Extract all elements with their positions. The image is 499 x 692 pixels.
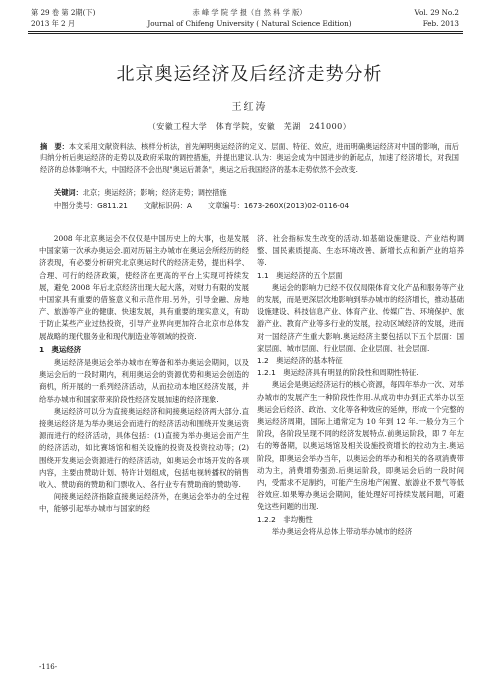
volume-issue-en: Vol. 29 No.2 <box>414 8 459 17</box>
issue-date-en: Feb. 2013 <box>422 19 459 28</box>
abstract <box>40 141 459 175</box>
paragraph: 奥运经济是奥运会举办城市在筹备和举办奥运会期间，以及奥运会后的一段时期内，利用奥运会的资源优势和奥运会创造的商机，所开展的一系列经济活动，从而拉动本地区经济发展，并给举办城市和国家带来阶段性经济发展加速的经济现象. <box>39 358 249 404</box>
page-number: -116- <box>39 663 58 671</box>
header-rule-thin <box>28 33 463 34</box>
affiliation: （安徽工程大学 体育学院，安徽 芜湖 241000） <box>147 122 352 131</box>
abstract-text: 本文采用文献资料法、核样分析法，首先阐明奥运经济的定义、层面、特征、效应，进而明确奥运经济对中国的影响，而后归纳分析后奥运经济的走势以及政府采取的调控措施，并提出建议.认为：奥运会成为中国进步的新起点，加速了经济增长，对我国经济的总体影响不大，中国经济不会出现"奥运后萧条"，奥运之后我国经济的基本走势依然不会改变. <box>40 142 459 174</box>
paragraph-continued: 济、社会指标发生改变的活动.如基础设施建设、产业结构调整、国民素质提高、生态环境改善、新增长点和新产业的培养等. <box>257 234 464 268</box>
keywords <box>54 187 227 198</box>
section-heading-1: 1 奥运经济 <box>39 344 82 354</box>
author: 王红涛 <box>231 102 268 113</box>
paper-title: 北京奥运经济及后经济走势分析 <box>116 64 383 85</box>
left-column <box>39 233 249 516</box>
paragraph: 举办奥运会将从总体上带动举办城市的经济 <box>271 526 413 536</box>
keywords-text: 北京；奥运经济；影响；经济走势；调控措施 <box>82 188 227 197</box>
classification-line <box>54 200 349 211</box>
article-number: 文章编号：1673-260X(2013)02-0116-04 <box>207 201 350 210</box>
subsection-heading-1-2: 1.2 奥运经济的基本特征 <box>257 356 343 366</box>
journal-name-cn: 赤 峰 学 院 学 报（自 然 科 学 版） <box>192 8 307 17</box>
keywords-label: 关键词： <box>54 188 83 197</box>
subsection-heading-1-2-1: 1.2.1 奥运经济具有明显的阶段性和周期性特征. <box>257 368 419 378</box>
subsection-heading-1-1: 1.1 奥运经济的五个层面 <box>257 270 343 280</box>
paragraph: 奥运会是奥运经济运行的核心资源，每四年举办一次、对举办城市的发展产生一种阶段性作用.从成功申办到正式举办以至奥运会后经济、政治、文化等各种效应的延伸，形成一个完整的奥运经济周期，国际上通常定为 10 年到 12 年.一般分为三个阶段，各阶段呈现不同的经济发展特点.前奥运阶段，即 7 年左右的筹备期，以奥运场馆及相关设施投资增长的拉动为主.奥运阶段，即奥运会举办当年，以奥运会的举办和相关的各项消费带动为主，消费增势强劲.后奥运阶段，即奥运会后的一段时间内，受需求不足制约，可能产生房地产闲置、旅游业不景气等低谷效应.如果筹办奥运会期间，能处理好可持续发展问题，可避免这些问题的出现. <box>257 380 464 512</box>
journal-name-en: Journal of Chifeng University ( Natural Science Edition) <box>147 19 352 28</box>
volume-issue: 第 29 卷 第 2期(下) <box>31 8 96 17</box>
paragraph: 奥运经济可以分为直接奥运经济和间接奥运经济两大部分.直接奥运经济是为举办奥运会而进行的经济活动和围绕开发奥运资源而进行的经济活动，具体包括：(1)直接为举办奥运会而产生的经济活动，如比赛场馆和相关设施的投资及投资拉动等；(2)围绕开发奥运会资源进行的经济活动，如奥运会市场开发的各项内容，主要由赞助计划、特许计划组成，包括电视转播权的销售收入、赞助商的赞助和门票收入、各行业专有赞助商的赞助等. <box>39 406 249 490</box>
intro-paragraph: 2008 年北京奥运会不仅仅是中国历史上的大事，也是发展中国家第一次承办奥运会.面对历届主办城市在奥运会所经历的经济表现，有必要分析研究北京奥运时代的经济走势，提出科学、合理、可行的经济政策，使经济在更高的平台上实现可持续发展，避免 2008 年后北京经济出现大起大落，对财力有限的发展中国家具有重要的借鉴意义和示范作用.另外，引导金融、房地产、旅游等产业的健康、快速发展，具有重要的现实意义，有助于防止某些产业过热投资，引导产业界向更加符合北京市总体发展战略的现代服务业和现代制造业等领域的投资. <box>39 234 249 341</box>
issue-date: 2013 年 2 月 <box>31 19 76 28</box>
paragraph: 奥运会的影响力已经不仅仅局限体育文化产品和服务等产业的发展，而是更深层次地影响到举办城市的经济增长，推动基础设施建设、科技信息产业、体育产业、传媒广告、环境保护、旅游产业、教育产业等多行业的发展，拉动区域经济的发展，进而对一国经济产生重大影响.奥运经济主要包括以下五个层面：国家层面、城市层面、行业层面、企业层面、社会层面. <box>257 282 464 353</box>
right-column <box>257 233 464 538</box>
abstract-label: 摘 要： <box>40 142 69 151</box>
subsection-heading-1-2-2: 1.2.2 非均衡性 <box>257 514 313 524</box>
paragraph: 间接奥运经济指除直接奥运经济外，在奥运会举办的全过程中，能够引起举办城市与国家的经 <box>39 492 249 514</box>
document-code: 文献标识码：A <box>143 201 192 210</box>
header-rule <box>28 31 463 32</box>
clc-number: 中图分类号：G811.21 <box>54 201 128 210</box>
